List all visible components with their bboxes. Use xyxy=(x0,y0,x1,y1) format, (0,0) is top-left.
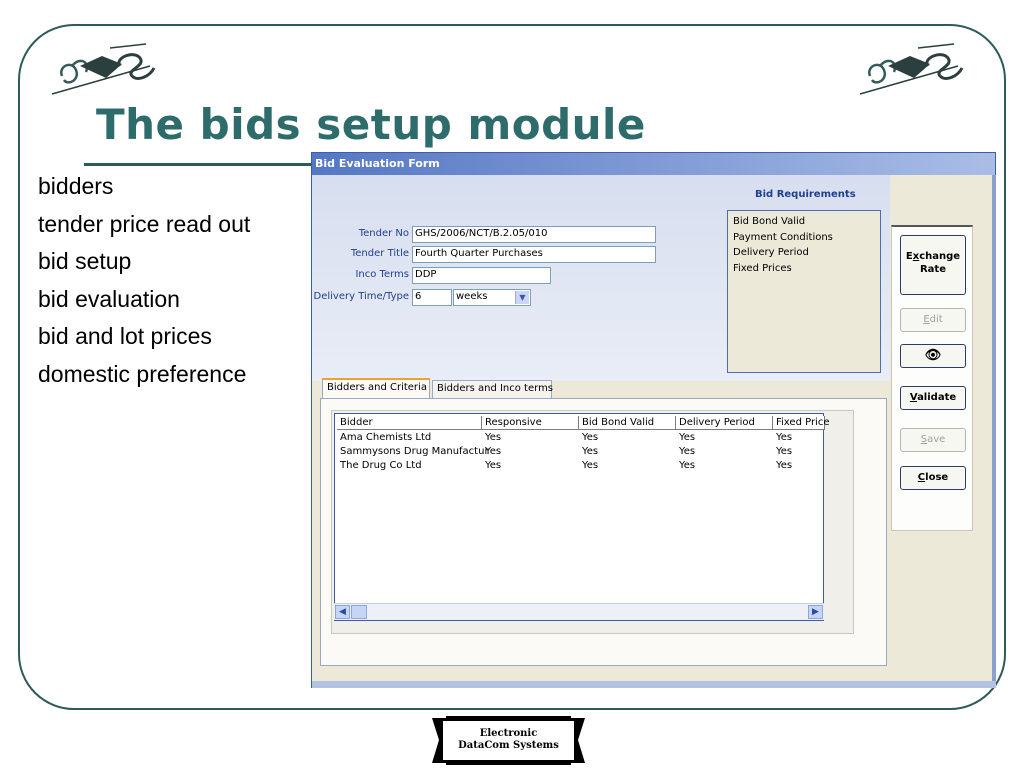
scroll-left-icon[interactable]: ◀ xyxy=(335,605,350,619)
delivery-time-label: Delivery Time/Type xyxy=(313,291,409,302)
bid-bond-cell: Yes xyxy=(582,432,599,443)
column-header-bid-bond-valid[interactable]: Bid Bond Valid xyxy=(579,416,676,430)
window-title: Bid Evaluation Form xyxy=(315,157,440,170)
find-button[interactable] xyxy=(900,344,966,368)
window-right-border xyxy=(992,175,996,683)
table-row[interactable] xyxy=(335,431,823,445)
requirement-item[interactable]: Fixed Prices xyxy=(733,262,792,274)
inco-terms-input[interactable]: DDP xyxy=(412,267,551,284)
edit-label: dit xyxy=(929,314,943,325)
edit-accelerator: E xyxy=(923,314,930,325)
scroll-right-icon[interactable]: ▶ xyxy=(808,605,823,619)
save-label: ave xyxy=(927,434,946,445)
bidder-cell: Ama Chemists Ltd xyxy=(340,432,432,443)
bid-requirements-list[interactable] xyxy=(727,210,881,373)
delivery-period-cell: Yes xyxy=(679,432,696,443)
requirement-item[interactable]: Payment Conditions xyxy=(733,231,833,243)
column-header-bidder[interactable]: Bidder xyxy=(337,416,482,430)
bidders-grid[interactable] xyxy=(334,413,830,621)
column-header-fixed-price[interactable]: Fixed Price xyxy=(773,416,825,430)
requirement-item[interactable]: Bid Bond Valid xyxy=(733,216,806,227)
feature-item: bid and lot prices xyxy=(38,323,212,349)
bid-bond-cell: Yes xyxy=(582,460,599,471)
close-button[interactable] xyxy=(900,466,966,490)
feature-item: tender price read out xyxy=(38,210,251,237)
feature-list xyxy=(38,168,250,393)
close-label: lose xyxy=(925,472,949,483)
exchange-rate-button[interactable] xyxy=(900,235,966,295)
validate-label: alidate xyxy=(917,392,957,403)
window-titlebar[interactable] xyxy=(312,153,995,175)
tender-no-label: Tender No xyxy=(358,228,409,239)
footer-logo-text xyxy=(432,728,585,752)
feature-item: domestic preference xyxy=(38,360,247,387)
responsive-cell: Yes xyxy=(485,432,502,443)
delivery-type-select[interactable] xyxy=(453,289,531,306)
tender-title-input[interactable]: Fourth Quarter Purchases xyxy=(412,246,656,263)
responsive-cell: Yes xyxy=(485,446,502,457)
validate-button[interactable] xyxy=(900,386,966,410)
tender-no-input[interactable]: GHS/2006/NCT/B.2.05/010 xyxy=(412,226,656,243)
bid-bond-cell: Yes xyxy=(582,446,599,457)
window-bottom-border xyxy=(312,681,996,688)
exchange-rate-label-part: E xyxy=(905,251,913,262)
bid-requirements-heading: Bid Requirements xyxy=(755,189,856,200)
company-logo-right xyxy=(858,36,968,106)
feature-item: bid setup xyxy=(38,248,132,274)
bidder-cell: The Drug Co Ltd xyxy=(340,460,422,471)
inco-terms-label: Inco Terms xyxy=(355,269,409,280)
save-accelerator: S xyxy=(920,434,928,445)
save-button[interactable] xyxy=(900,428,966,452)
scroll-thumb[interactable] xyxy=(351,605,367,619)
responsive-cell: Yes xyxy=(485,460,502,471)
tender-title-label: Tender Title xyxy=(350,248,409,259)
chevron-down-icon[interactable]: ▼ xyxy=(515,291,529,304)
tab-bidders-and-inco-terms[interactable]: Bidders and Inco terms xyxy=(432,380,552,398)
delivery-period-cell: Yes xyxy=(679,460,696,471)
table-row[interactable] xyxy=(335,445,823,459)
close-accelerator: C xyxy=(917,472,926,483)
exchange-rate-label-part: change xyxy=(919,251,961,262)
feature-item: bidders xyxy=(38,173,114,199)
bidder-cell: Sammysons Drug Manufactur xyxy=(340,446,489,457)
table-row[interactable] xyxy=(335,459,823,473)
exchange-rate-accelerator: x xyxy=(912,251,920,262)
bid-evaluation-window xyxy=(311,152,996,688)
exchange-rate-label-part: Rate xyxy=(919,264,946,275)
footer-logo-line: DataCom Systems xyxy=(458,740,559,751)
title-underline xyxy=(84,163,314,166)
binoculars-icon: 👁 xyxy=(924,348,942,363)
grid-header-row xyxy=(335,416,830,430)
requirement-item[interactable]: Delivery Period xyxy=(733,247,809,258)
edit-button[interactable] xyxy=(900,308,966,332)
delivery-time-input[interactable]: 6 xyxy=(412,289,452,306)
validate-accelerator: V xyxy=(909,392,918,403)
fixed-price-cell: Yes xyxy=(776,432,793,443)
delivery-period-cell: Yes xyxy=(679,446,696,457)
fixed-price-cell: Yes xyxy=(776,460,793,471)
column-header-delivery-period[interactable]: Delivery Period xyxy=(676,416,773,430)
horizontal-scrollbar[interactable] xyxy=(334,603,824,620)
delivery-type-value: weeks xyxy=(456,291,488,302)
fixed-price-cell: Yes xyxy=(776,446,793,457)
column-header-responsive[interactable]: Responsive xyxy=(482,416,579,430)
company-logo-left xyxy=(50,36,160,106)
tab-bidders-and-criteria[interactable]: Bidders and Criteria xyxy=(322,378,430,398)
feature-item: bid evaluation xyxy=(38,285,180,312)
footer-logo-line: Electronic xyxy=(479,728,538,739)
slide-title: The bids setup module xyxy=(96,100,646,149)
